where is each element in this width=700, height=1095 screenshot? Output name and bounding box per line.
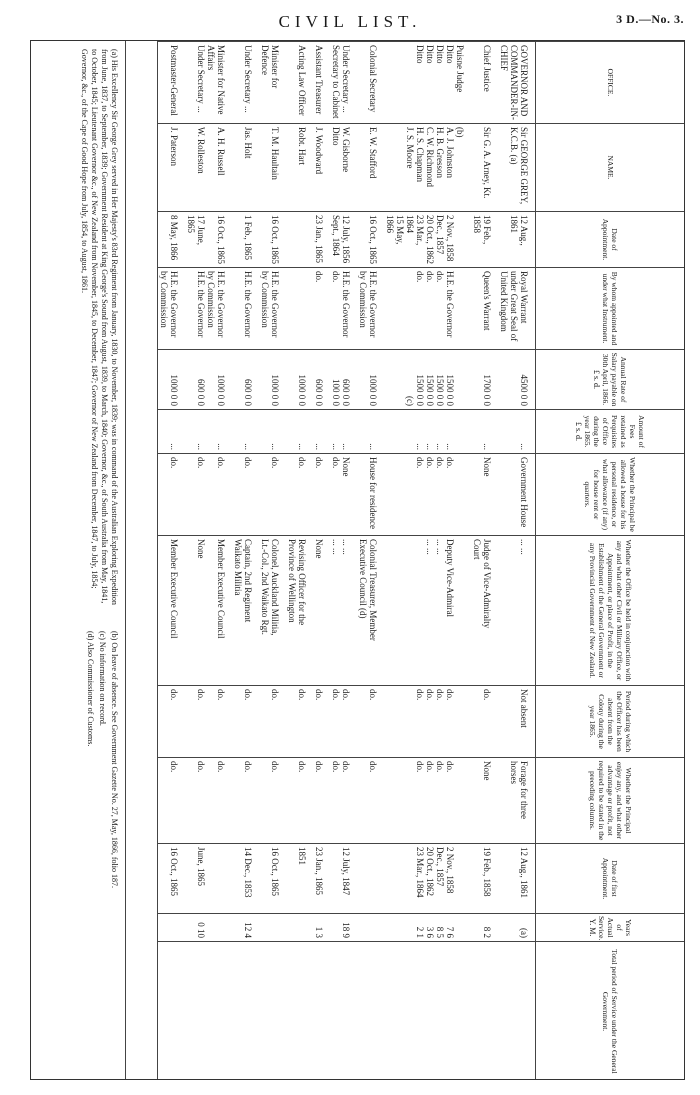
cell-office: Puisne Judge Ditto Ditto Ditto Ditto	[384, 42, 471, 124]
cell-name: (b) A. J. Johnston H. B. Gresson C. W. Richmond H. S. Chapman J. S. Moore	[384, 124, 471, 212]
cell-other: Deputy Vice-Admiral ... ... ... ...	[384, 536, 471, 686]
cell-other: Judge of Vice-Admiralty Court	[471, 536, 498, 686]
cell-absent: do. do. do. do.	[384, 686, 471, 758]
cell-other: Member Executive Council None	[185, 536, 232, 686]
cell-salary: 1000 0 0	[357, 350, 384, 410]
cell-date: 16 Oct., 1865	[259, 212, 286, 268]
cell-first: 12 July, 1847	[330, 844, 357, 914]
cell-by: do.	[313, 268, 330, 350]
cell-years: 0 10	[185, 914, 232, 942]
cell-fees: ...	[259, 410, 286, 454]
cell-years: 7 6 8 5 3 6 2 1	[384, 914, 471, 942]
cell-house: Government House	[498, 454, 536, 536]
cell-date: 16 Oct., 1865	[357, 212, 384, 268]
cell-other: ... ...	[498, 536, 536, 686]
cell-fees: ...	[471, 410, 498, 454]
cell-date: 8 May, 1866	[158, 212, 186, 268]
cell-date: 12 Aug., 1861	[498, 212, 536, 268]
years-units: Y. M.	[588, 918, 597, 937]
cell-by: H.E. the Governor by Commission	[357, 268, 384, 350]
cell-fees: ...	[357, 410, 384, 454]
cell-date: 2 Nov., 1858 Dec., 1857 20 Oct., 1862 23 Mar., 1864 15 May, 1866	[384, 212, 471, 268]
cell-first: 16 Oct., 1865	[158, 844, 186, 914]
cell-date: 19 Feb., 1858	[471, 212, 498, 268]
cell-date: 23 Jan., 1865	[313, 212, 330, 268]
col-header-appointed-by: By whom appointed and under what Instrument.	[536, 268, 686, 350]
cell-fees: ...	[232, 410, 259, 454]
cell-house: None do.	[330, 454, 357, 536]
fees-header-text: Amount of Fees retained as Perquisites of Office during the year 1865.	[583, 415, 647, 448]
cell-absent: do. do.	[185, 686, 232, 758]
cell-years	[259, 914, 286, 942]
cell-absent: do.	[158, 686, 186, 758]
cell-house: do. do.	[185, 454, 232, 536]
cell-house: do.	[286, 454, 313, 536]
col-header-other-office: Whether the Office be held in conjunction with any and what other Civil or Military Office, or Appointment, or place of Profit, in the Establishment of the General Government or any Provincial Government of New Zealand.	[536, 536, 686, 686]
cell-office: Minister for Native Affairs Under Secretary ...	[185, 42, 232, 124]
table-row	[384, 42, 471, 1081]
table-row	[471, 42, 498, 1081]
col-header-absence: Period during which the Officer has been absent from the Colony during the year 1865.	[536, 686, 686, 758]
cell-total-service	[313, 942, 330, 1081]
cell-house: do.	[259, 454, 286, 536]
cell-office: Chief Justice	[471, 42, 498, 124]
cell-adv: do.	[313, 758, 330, 844]
cell-years	[158, 914, 186, 942]
cell-other: ... ... ... ...	[330, 536, 357, 686]
cell-total-service	[471, 942, 498, 1081]
cell-adv: do.	[286, 758, 313, 844]
cell-office: Under Secretary ... Secretary to Cabinet	[330, 42, 357, 124]
footnote-a: (a) His Excellency Sir George Grey served in Her Majesty's 83rd Regiment from January, 1830, to November, 1839; was in command of the Australian Exploring Expedition from June, 1837, to September, 1839; Government Resident at King George's Sound from August, 1839, to March, 1840; Governor, &c., of South Australia from May, 1841, to October, 1845; Lieutenant Governor &c., of New Zealand from November, 1845, to December, 1847; Governor of New Zealand from December, 1847, to July, 1854; Governor, &c., of the Cape of Good Hope from July, 1854, to August, 1861.	[80, 49, 119, 605]
cell-office: GOVERNOR AND COMMANDER-IN- CHIEF	[498, 42, 536, 124]
cell-total-service	[498, 942, 536, 1081]
cell-office: Colonial Secretary	[357, 42, 384, 124]
cell-salary: 1000 0 0	[158, 350, 186, 410]
cell-name: Jas. Holt	[232, 124, 259, 212]
cell-fees: ... ... ... ...	[384, 410, 471, 454]
cell-name: Sir GEORGE GREY, K.C.B. (a)	[498, 124, 536, 212]
cell-absent: do.	[232, 686, 259, 758]
cell-adv: do.	[357, 758, 384, 844]
cell-total-service	[286, 942, 313, 1081]
col-header-fees	[536, 410, 686, 454]
cell-by: H.E. the Governor	[232, 268, 259, 350]
cell-salary: 600 0 0	[232, 350, 259, 410]
col-header-date: Date of Appointment.	[536, 212, 686, 268]
footnotes-right	[83, 631, 119, 1071]
cell-by: H.E. the Governor do. do. do.	[384, 268, 471, 350]
cell-other: Colonel, Auckland Militia, Lt.-Col., 2nd Waikato Rgt.	[259, 536, 286, 686]
cell-first: 1851	[286, 844, 313, 914]
cell-total-service	[330, 942, 357, 1081]
cell-house: do.	[158, 454, 186, 536]
cell-name: T. M. Haultain	[259, 124, 286, 212]
cell-salary: 1000 0 0	[259, 350, 286, 410]
cell-first	[357, 844, 384, 914]
cell-total-service	[357, 942, 384, 1081]
col-header-years	[536, 914, 686, 942]
cell-house: None	[471, 454, 498, 536]
table-row	[259, 42, 286, 1081]
cell-name: J. Paterson	[158, 124, 186, 212]
cell-adv: do. do. do. do.	[384, 758, 471, 844]
cell-absent: do.	[286, 686, 313, 758]
civil-list-table	[157, 41, 685, 1080]
rotated-table-container	[31, 41, 685, 1080]
salary-header-text: Annual Rate of Salary payable on 30th April, 1866.	[601, 352, 629, 407]
cell-salary: 1000 0 0 600 0 0	[185, 350, 232, 410]
col-header-advantage: Whether the Principal enjoy any, and what other advantage or profit, not required to be stated in the preceding columns.	[536, 758, 686, 844]
cell-first: 2 Nov., 1858 Dec., 1857 20 Oct., 1862 23 Mar., 1864	[384, 844, 471, 914]
col-header-name: NAME.	[536, 124, 686, 212]
cell-years: 12 4	[232, 914, 259, 942]
footnotes	[30, 41, 126, 1080]
cell-by: H.E. the Governor by Commission	[158, 268, 186, 350]
cell-years: 1 3	[313, 914, 330, 942]
cell-absent: do.	[357, 686, 384, 758]
cell-by: H.E. the Governor do.	[330, 268, 357, 350]
fees-units: £ s. d.	[574, 421, 584, 442]
table-row	[232, 42, 259, 1081]
cell-office: Under Secretary ...	[232, 42, 259, 124]
salary-units: £ s. d.	[592, 369, 602, 390]
cell-salary: 1500 0 0 1500 0 0 1500 0 0 1500 0 0 (c)	[384, 350, 471, 410]
cell-fees: ...	[498, 410, 536, 454]
cell-adv: do. do.	[185, 758, 232, 844]
cell-absent: do. do.	[330, 686, 357, 758]
cell-date	[286, 212, 313, 268]
cell-name: W. Gisborne Ditto	[330, 124, 357, 212]
cell-name: E. W. Stafford	[357, 124, 384, 212]
cell-other: Colonial Treasurer, Member Executive Council (d)	[357, 536, 384, 686]
cell-absent: do.	[471, 686, 498, 758]
table-row	[330, 42, 357, 1081]
table-row	[313, 42, 330, 1081]
page-number: 3 D.—No. 3.	[616, 12, 684, 26]
col-header-total-service: Total period of Service under the General Government.	[536, 942, 686, 1081]
col-header-salary	[536, 350, 686, 410]
table-row	[357, 42, 384, 1081]
cell-name: J. Woodward	[313, 124, 330, 212]
cell-years: 18 9	[330, 914, 357, 942]
cell-fees: ... ...	[330, 410, 357, 454]
cell-total-service	[384, 942, 471, 1081]
cell-office: Postmaster-General	[158, 42, 186, 124]
table-row	[158, 42, 186, 1081]
cell-house: do.	[313, 454, 330, 536]
cell-office: Assistant Treasurer	[313, 42, 330, 124]
cell-total-service	[232, 942, 259, 1081]
col-header-first-appointment: Date of first Appointment.	[536, 844, 686, 914]
table-row	[185, 42, 232, 1081]
cell-years: 8 2	[471, 914, 498, 942]
cell-absent: do.	[259, 686, 286, 758]
cell-first: 16 Oct., 1865	[259, 844, 286, 914]
years-header-text: Years of Actual Service.	[597, 916, 633, 941]
civil-list-frame	[30, 40, 685, 1080]
cell-adv: do.	[158, 758, 186, 844]
cell-first: 14 Dec., 1853	[232, 844, 259, 914]
cell-adv: do.	[259, 758, 286, 844]
cell-adv: Forage for three horses	[498, 758, 536, 844]
cell-fees: ...	[158, 410, 186, 454]
cell-other: None	[313, 536, 330, 686]
footnote-c: (c) No information on record.	[98, 631, 107, 726]
col-header-office: OFFICE.	[536, 42, 686, 124]
table-body	[158, 42, 536, 1081]
cell-name: Robt. Hart	[286, 124, 313, 212]
cell-house: do. do. do. do.	[384, 454, 471, 536]
cell-first: June, 1865	[185, 844, 232, 914]
cell-total-service	[158, 942, 186, 1081]
cell-years	[286, 914, 313, 942]
cell-name: A. H. Russell W. Rolleston	[185, 124, 232, 212]
cell-adv: do.	[232, 758, 259, 844]
cell-first: 23 Jan., 1865	[313, 844, 330, 914]
cell-name: Sir G. A. Arney, Kt.	[471, 124, 498, 212]
footnote-d: (d) Also Commissioner of Customs.	[86, 631, 95, 747]
cell-by	[286, 268, 313, 350]
cell-salary: 1000 0 0	[286, 350, 313, 410]
footnote-b: (b) On leave of absence. See Government Gazette No. 27, May, 1866, folio 187.	[110, 631, 119, 888]
cell-by: Queen's Warrant	[471, 268, 498, 350]
cell-by: Royal Warrant under Great Seal of United Kingdom	[498, 268, 536, 350]
cell-office: Acting Law Officer	[286, 42, 313, 124]
cell-other: Member Executive Council	[158, 536, 186, 686]
cell-adv: do. do.	[330, 758, 357, 844]
cell-fees: ...	[313, 410, 330, 454]
cell-first: 19 Feb., 1858	[471, 844, 498, 914]
cell-fees: ... ...	[185, 410, 232, 454]
cell-house: do.	[232, 454, 259, 536]
cell-salary: 4500 0 0	[498, 350, 536, 410]
cell-other: Revising Officer for the Province of Wellington	[286, 536, 313, 686]
cell-by: H.E. the Governor by Commission	[259, 268, 286, 350]
cell-first: 12 Aug., 1861	[498, 844, 536, 914]
cell-other: Captain, 2nd Regiment Waikato Militia	[232, 536, 259, 686]
cell-by: H.E. the Governor by Commission H.E. the Governor	[185, 268, 232, 350]
table-row	[286, 42, 313, 1081]
cell-office: Minister for Defence	[259, 42, 286, 124]
cell-adv: None	[471, 758, 498, 844]
cell-salary: 600 0 0 100 0 0	[330, 350, 357, 410]
cell-house: House for residence	[357, 454, 384, 536]
cell-salary: 1700 0 0	[471, 350, 498, 410]
cell-years: (a)	[498, 914, 536, 942]
cell-total-service	[259, 942, 286, 1081]
cell-total-service	[185, 942, 232, 1081]
cell-years	[357, 914, 384, 942]
cell-fees: ...	[286, 410, 313, 454]
cell-absent: Not absent	[498, 686, 536, 758]
cell-date: 1 Feb., 1865	[232, 212, 259, 268]
cell-date: 12 July, 1856 Sept., 1864	[330, 212, 357, 268]
cell-date: 16 Oct., 1865 17 June, 1865	[185, 212, 232, 268]
cell-salary: 600 0 0	[313, 350, 330, 410]
cell-absent: do.	[313, 686, 330, 758]
page-title: CIVIL LIST.	[278, 12, 422, 31]
table-row	[498, 42, 536, 1081]
col-header-house: Whether the Principal be allowed a house for his personal residence, or what allowance (if any) for house rent or quarters.	[536, 454, 686, 536]
